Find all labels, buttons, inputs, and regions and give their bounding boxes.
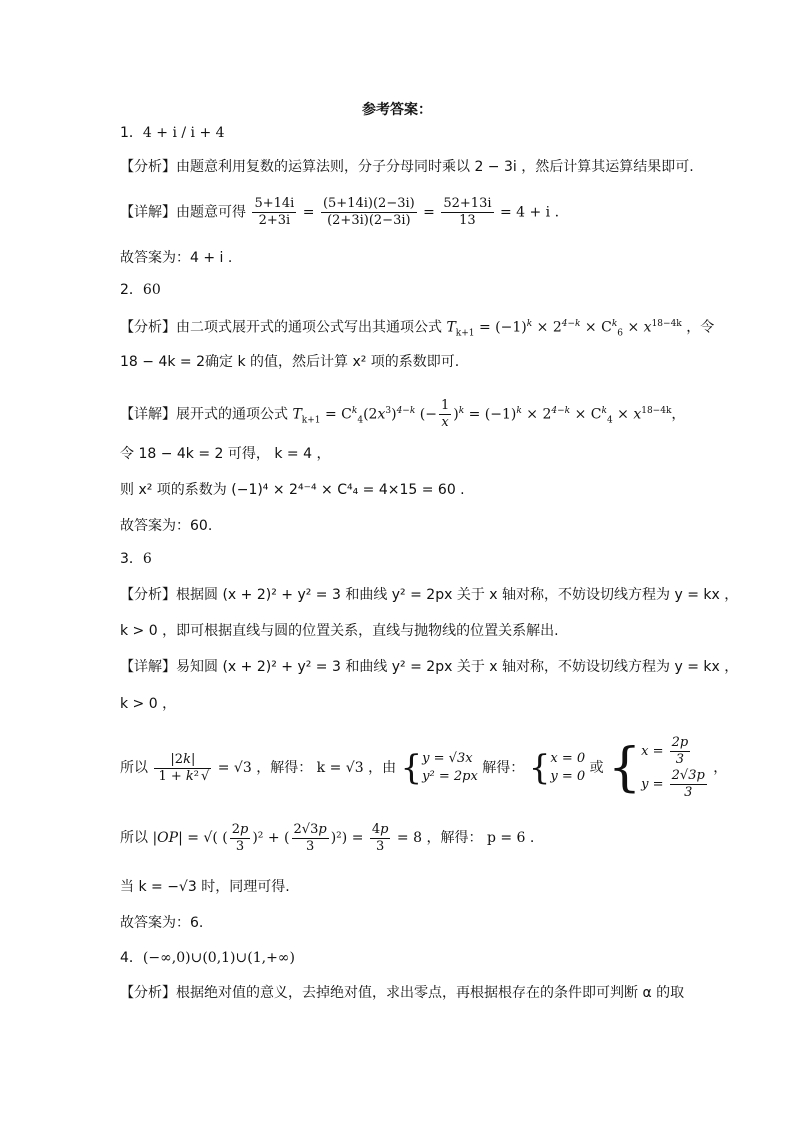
item-number: 3． (120, 551, 143, 567)
q3-op-frac-2: $\frac{2√3p}{3}$ (293, 821, 327, 854)
answer-value: 60 (142, 282, 161, 298)
q1-detail: 【详解】由题意可得 $\frac{5+14i}{2+3i}$ = $\frac{(5+14i)(2-3i)}{(2+3i)(2-3i)}$ = $\frac{52+13i}{13}$ = 4 + i . (120, 196, 560, 228)
item-number: 1． (120, 125, 143, 141)
q3-op-line: 所以 |OP| = √( ( $\frac{2p}{3}$ )² + ( $\frac{2√3p}{3}$ )²) = $\frac{4p}{3}$ = 8 ，解得： p = 6 . (120, 821, 535, 854)
q3-fraction-distance: $\frac{|2k|}{\text{1 + k² √}}$ (154, 752, 211, 785)
q3-op-frac-3: $\frac{4p}{3}$ (371, 821, 389, 854)
q3-k-value: k = √3 (316, 760, 364, 776)
q3-by-label: ，由 (368, 760, 397, 776)
q3-analysis-b: k > 0 ，即可根据直线与圆的位置关系，直线与抛物线的位置关系解出. (120, 623, 559, 639)
q3-or-label: 或 (589, 760, 604, 776)
item-number: 2． (120, 282, 143, 298)
q2-analysis-tail: ，令 (686, 319, 715, 336)
q3-solution-2: x = $\frac{2p}{3}$ y = $\frac{2√3p}{3}$ (641, 735, 705, 800)
q2-coefficient: 则 x² 项的系数为 (−1)⁴ × 2⁴⁻⁴ × C⁴₄ = 4×15 = 60 . (120, 482, 465, 498)
q2-conclusion: 故答案为：60. (120, 518, 213, 534)
q3-same-case: 当 k = −√3 时，同理可得. (120, 879, 290, 895)
q3-op-prefix: 所以 (120, 830, 148, 846)
q2-analysis-text: 【分析】由二项式展开式的通项公式写出其通项公式 (120, 319, 442, 336)
answer-1 (120, 123, 225, 143)
answer-value: 6 (142, 551, 152, 567)
q3-solution-1: x = 0 y = 0 (550, 751, 586, 784)
item-number: 4． (120, 950, 143, 966)
q1-analysis: 【分析】由题意利用复数的运算法则，分子分母同时乘以 2 − 3i ，然后计算其运算结果即可. (120, 159, 694, 175)
q3-analysis-a: 【分析】根据圆 (x + 2)² + y² = 3 和曲线 y² = 2px 关于 x 轴对称，不妨设切线方程为 y = kx ， (120, 587, 739, 603)
q1-fraction-2: $\frac{(5+14i)(2-3i)}{(2+3i)(2-3i)}$ (322, 196, 415, 228)
answer-2 (120, 280, 161, 300)
q3-solve-label: ，解得： (256, 760, 313, 776)
answer-4 (120, 948, 295, 968)
q2-detail-prefix: 【详解】展开式的通项公式 (120, 406, 288, 423)
q3-system: y = √3x y² = 2px (422, 751, 478, 784)
q3-solve-line: 所以 $\frac{|2k|}{\text{1 + k² √}}$ = √3 ，解得： k = √3 ，由 {y = √3x y² = 2px 解得： {x = 0 y = 0 或 {x = $\frac{2p}{3}$ y = $\frac{2√3p}{3}$ ， (120, 735, 728, 800)
q1-detail-prefix: 【详解】由题意可得 (120, 204, 246, 221)
q1-fraction-3: $\frac{52+13i}{13}$ (443, 196, 492, 228)
q2-solve-k: 令 18 − 4k = 2 可得， k = 4 ， (120, 446, 331, 462)
q3-op-frac-1: $\frac{2p}{3}$ (231, 821, 249, 854)
answer-3 (120, 549, 152, 569)
q1-conclusion: 故答案为：4 + i . (120, 250, 233, 266)
q3-solve2-label: 解得： (482, 760, 525, 776)
q3-detail-a: 【详解】易知圆 (x + 2)² + y² = 3 和曲线 y² = 2px 关于 x 轴对称，不妨设切线方程为 y = kx ， (120, 659, 739, 675)
q2-analysis-c: 18 − 4k = 2确定 k 的值，然后计算 x² 项的系数即可. (120, 354, 460, 370)
answer-value: 4 + i / i + 4 (142, 125, 225, 141)
q4-analysis: 【分析】根据绝对值的意义，去掉绝对值，求出零点，再根据根存在的条件即可判断 α 的取 (120, 985, 685, 1001)
q2-detail: 【详解】展开式的通项公式 $T_{k+1} = C^k_4(2x^3)^{4-k}$ (− $\frac{1}{x}$ )$^k = (-1)^k \times 2^{4-k} \times C^k_4 \times x^{18-4k}$， (120, 398, 686, 430)
q2-fraction: $\frac{1}{x}$ (440, 398, 450, 430)
page-title: 参考答案： (362, 102, 432, 118)
q3-p-value: p = 6 (486, 830, 526, 846)
q3-detail-b: k > 0 ， (120, 696, 177, 712)
q1-fraction-1: $\frac{5+14i}{2+3i}$ (254, 196, 295, 228)
answer-value: (−∞,0)∪(0,1)∪(1,+∞) (142, 950, 295, 966)
q3-conclusion: 故答案为：6. (120, 915, 204, 931)
q2-analysis-a: 【分析】由二项式展开式的通项公式写出其通项公式 $T_{k+1} = (-1)^k \times 2^{4-k} \times C^k_6 \times x^{18-4k}$ ，令 (120, 319, 715, 339)
q3-so-prefix: 所以 (120, 760, 148, 776)
